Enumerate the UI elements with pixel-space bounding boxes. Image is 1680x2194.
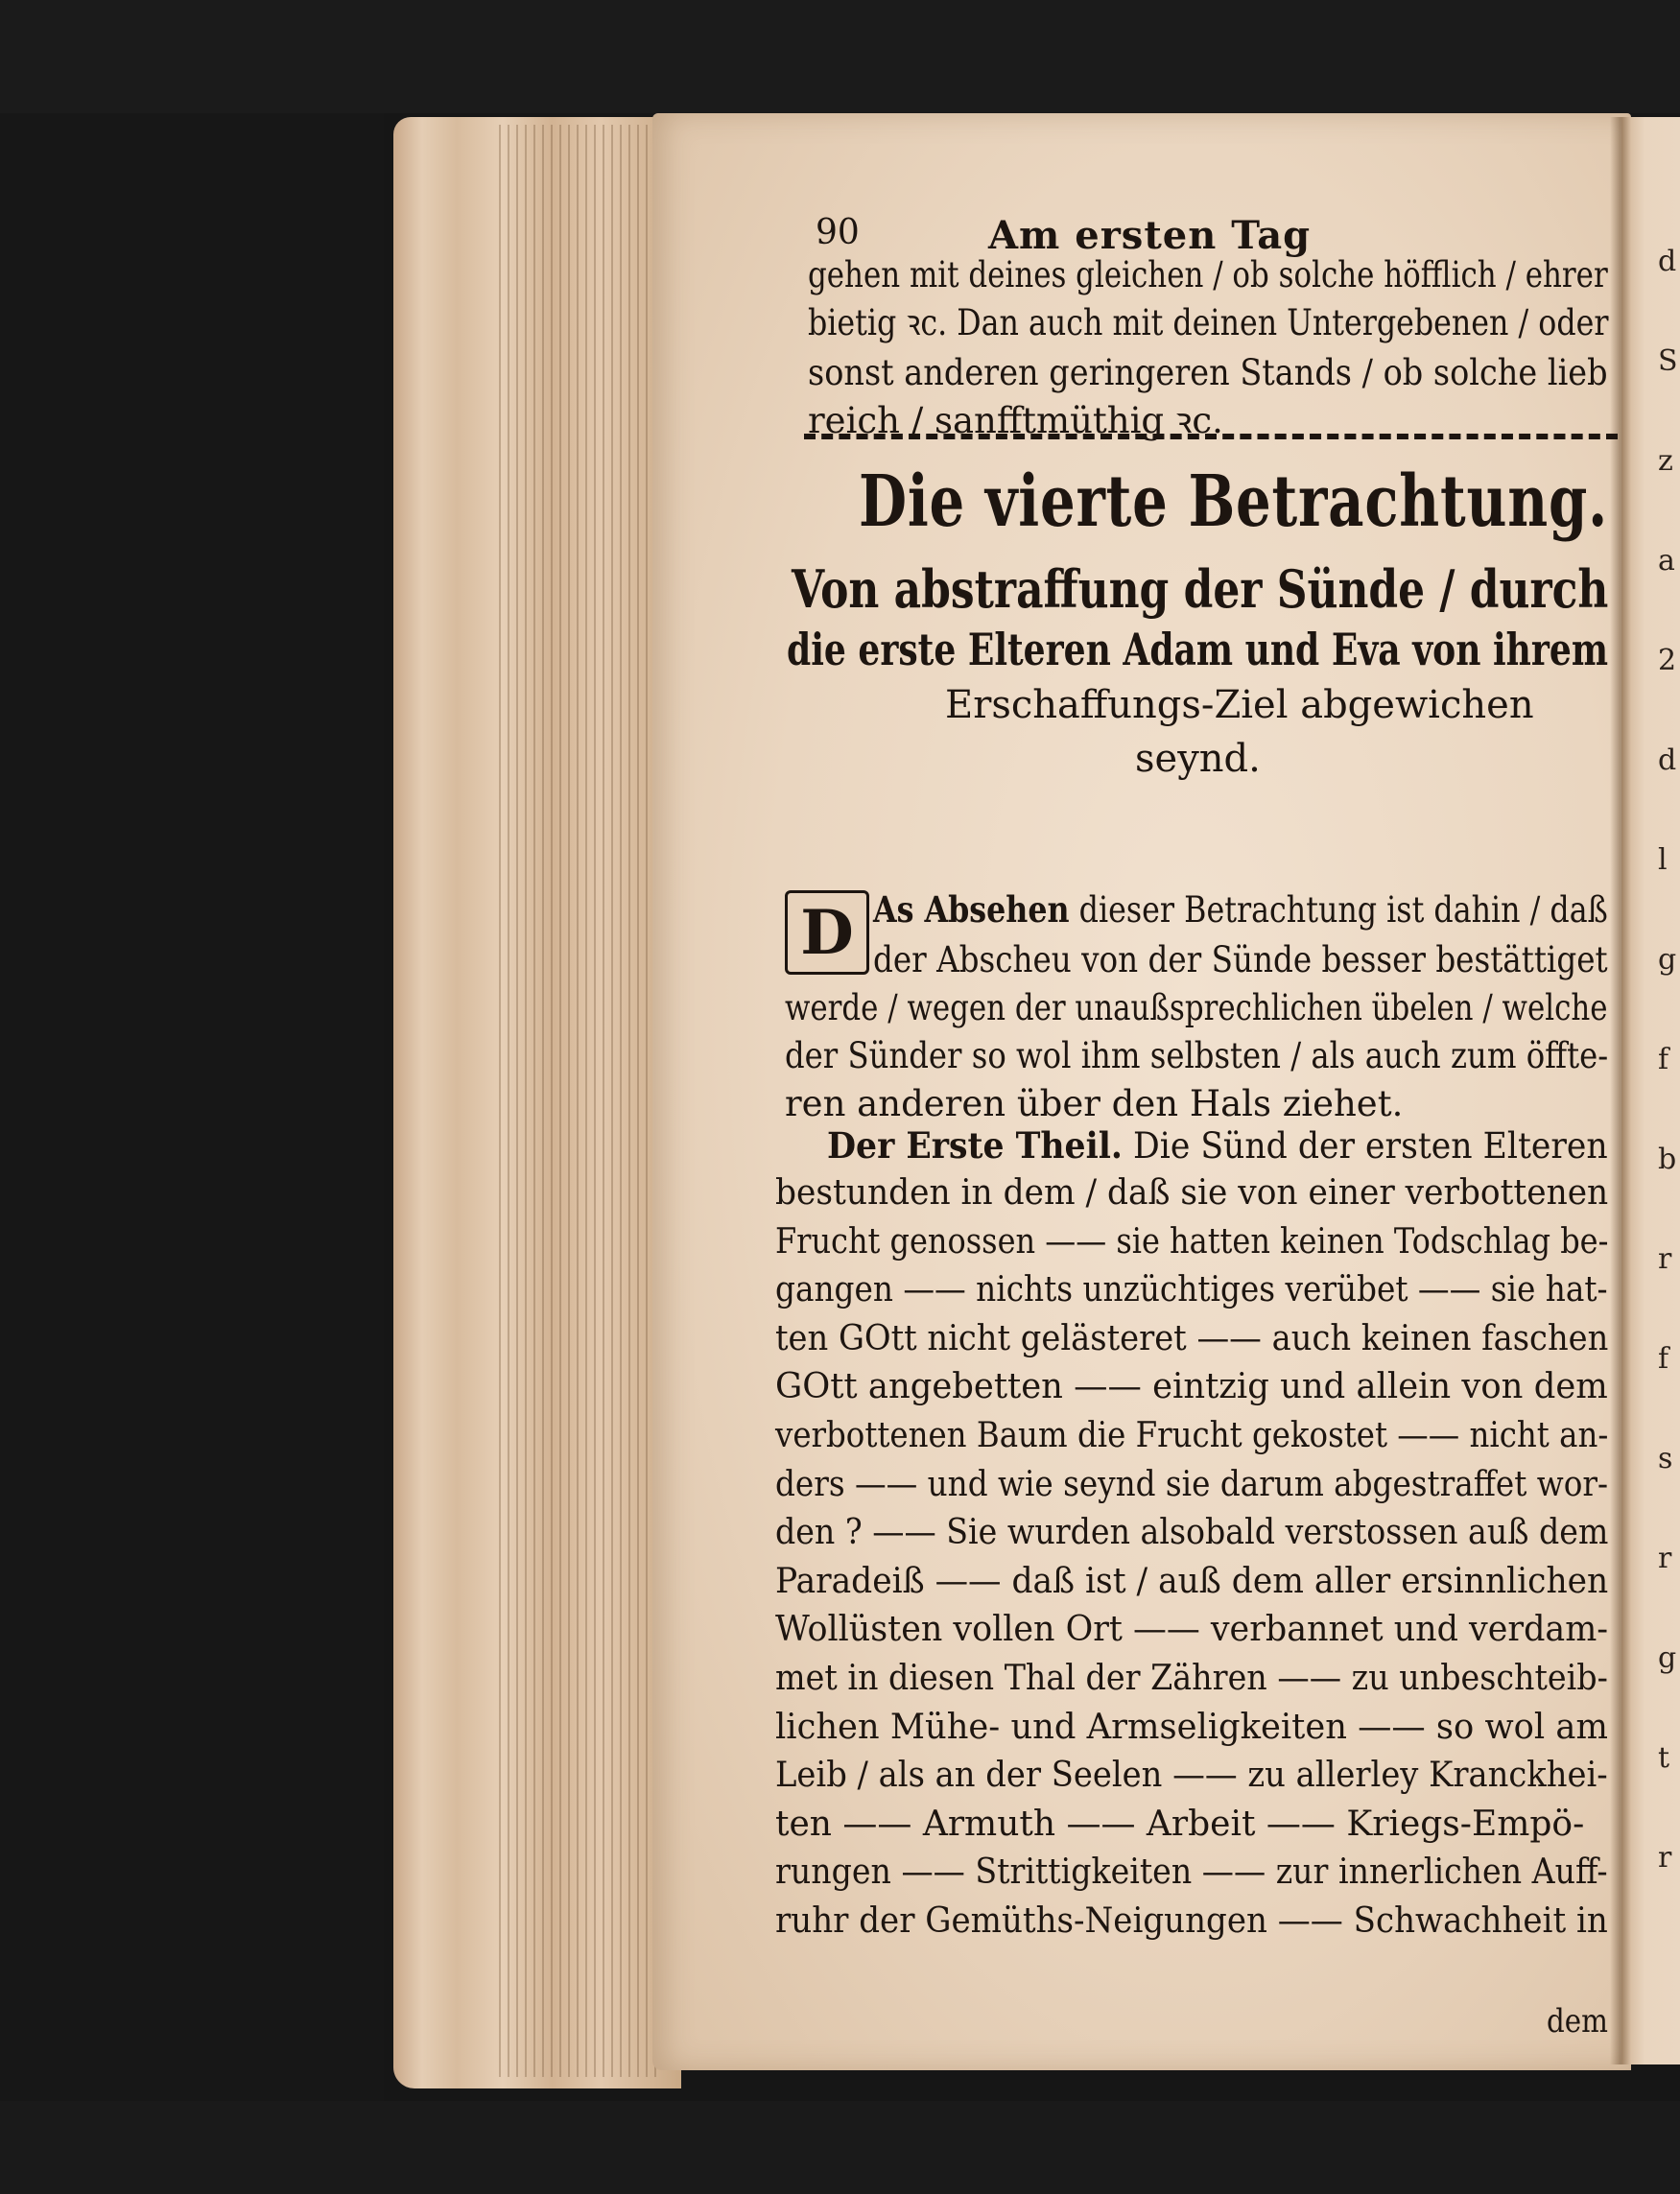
part-first-rest: Die Sünd der ersten Elteren <box>1132 1125 1608 1167</box>
initial-letter: D <box>785 890 869 975</box>
part-line: ruhr der Gemüths-Neigungen —— Schwachheit in <box>775 1901 1608 1941</box>
facing-page-letter: d <box>1658 245 1677 278</box>
background-top <box>0 0 1680 113</box>
part-line: GOtt angebetten —— eintzig und allein von dem <box>775 1367 1608 1407</box>
paragraph-line: ren anderen über den Hals ziehet. <box>785 1083 1404 1124</box>
running-title: Am ersten Tag <box>988 213 1312 258</box>
part-line: ten GOtt nicht gelästeret —— auch keinen faschen <box>775 1318 1609 1358</box>
facing-page-letter: g <box>1658 943 1677 977</box>
part-line: ten —— Armuth —— Arbeit —— Kriegs-Empö- <box>775 1804 1585 1844</box>
intro-line: reich / sanfftmüthig ꝛc. <box>808 400 1223 441</box>
facing-page-letter: a <box>1658 544 1675 578</box>
part-line: Leib / als an der Seelen —— zu allerley Kranckhei- <box>775 1756 1608 1796</box>
subtitle-line: die erste Elteren Adam und Eva von ihrem <box>787 624 1609 675</box>
catchword: dem <box>1547 2002 1608 2041</box>
part-line: ders —— und wie seynd sie darum abgestraffet wor- <box>775 1464 1608 1504</box>
facing-page-letter: f <box>1658 1342 1669 1376</box>
facing-page-letter: S <box>1658 344 1678 378</box>
facing-page-letter: z <box>1658 444 1673 478</box>
part-line: verbottenen Baum die Frucht gekostet —— nicht an- <box>775 1416 1609 1455</box>
part-line: met in diesen Thal der Zähren —— zu unbeschteib- <box>775 1659 1608 1698</box>
part-line: Frucht genossen —— sie hatten keinen Todschlag be- <box>775 1221 1609 1262</box>
page-stack-lines <box>499 125 662 2077</box>
subtitle-line: Erschaffungs-Ziel abgewichen <box>945 683 1534 727</box>
section-divider <box>804 434 1618 439</box>
page-number: 90 <box>816 213 860 252</box>
part-line: Paradeiß —— daß ist / auß dem aller ersinnlichen <box>775 1561 1609 1601</box>
part-line: Wollüsten vollen Ort —— verbannet und verdam- <box>775 1610 1609 1650</box>
part-line: lichen Mühe- und Armseligkeiten —— so wol am <box>775 1707 1608 1747</box>
background-left <box>0 0 384 2194</box>
intro-line: gehen mit deines gleichen / ob solche höfflich / ehrer <box>808 254 1608 295</box>
subtitle-line: seynd. <box>1135 737 1261 781</box>
part-line: rungen —— Strittigkeiten —— zur innerlichen Auff- <box>775 1852 1608 1893</box>
paragraph-first-rest: dieser Betrachtung ist dahin / daß <box>1078 889 1608 931</box>
intro-line: bietig ꝛc. Dan auch mit deinen Untergebenen / oder <box>808 302 1609 343</box>
paragraph-line: der Sünder so wol ihm selbsten / als auch zum öffte- <box>785 1035 1609 1076</box>
background-bottom <box>0 2101 1680 2194</box>
facing-page-letter: r <box>1658 1542 1672 1575</box>
subtitle-line: Von abstraffung der Sünde / durch <box>792 558 1609 620</box>
facing-page-letter: g <box>1658 1641 1677 1675</box>
facing-page-letter: r <box>1658 1242 1672 1276</box>
paragraph-first-word: As Absehen <box>873 888 1070 931</box>
paragraph-line: der Abscheu von der Sünde besser bestättiget <box>873 939 1608 980</box>
part-first-line <box>827 1124 1608 1167</box>
paragraph-line: werde / wegen der unaußsprechlichen übelen / welche <box>785 987 1608 1028</box>
facing-page-letter: s <box>1658 1442 1673 1475</box>
part-label: Der Erste Theil. <box>827 1124 1123 1167</box>
paragraph-first-line <box>873 888 1608 931</box>
facing-page-letter: f <box>1658 1043 1669 1076</box>
facing-page-letter: b <box>1658 1143 1677 1176</box>
intro-line: sonst anderen geringeren Stands / ob solche lieb <box>808 352 1608 393</box>
facing-page-letter: r <box>1658 1841 1672 1875</box>
gutter-shadow <box>1610 117 1631 2064</box>
facing-page-letter: t <box>1658 1741 1670 1775</box>
part-line: bestunden in dem / daß sie von einer verbottenen <box>775 1173 1609 1213</box>
facing-page-letter: l <box>1658 843 1668 877</box>
facing-page-letter: d <box>1658 743 1677 777</box>
part-line: gangen —— nichts unzüchtiges verübet —— sie hat- <box>775 1270 1608 1310</box>
section-title: Die vierte Betrachtung. <box>859 460 1608 543</box>
part-line: den ? —— Sie wurden alsobald verstossen auß dem <box>775 1513 1609 1553</box>
facing-page-letter: 2 <box>1658 644 1677 677</box>
